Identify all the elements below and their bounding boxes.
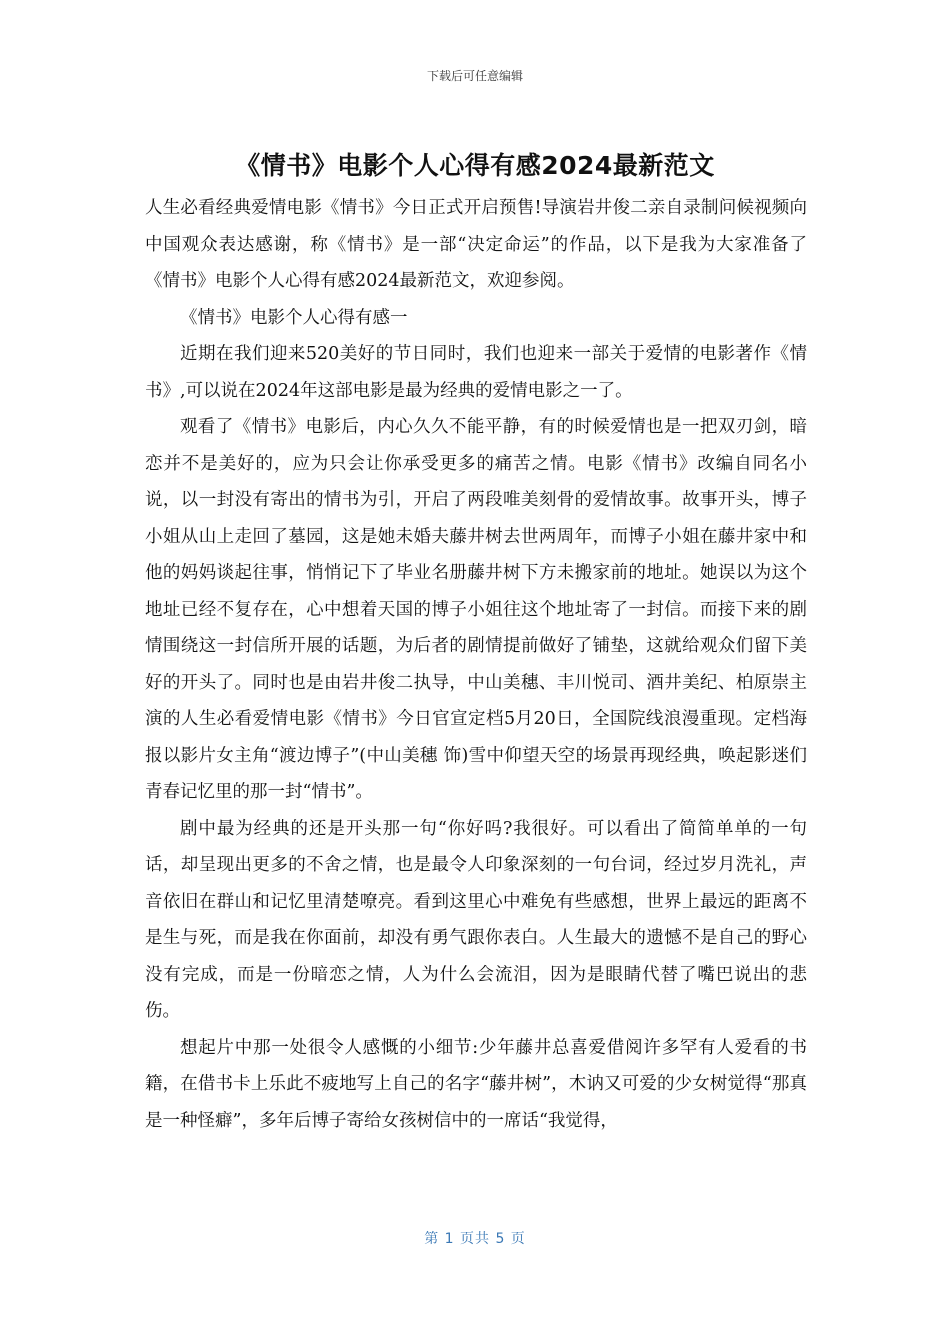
- body-paragraph: 剧中最为经典的还是开头那一句“你好吗?我很好。可以看出了简简单单的一句话，却呈现出更多的不舍之情，也是最令人印象深刻的一句台词，经过岁月洗礼，声音依旧在群山和记忆里清楚嘹亮。看到这里心中难免有些感想，世界上最远的距离不是生与死，而是我在你面前，却没有勇气跟你表白。人生最大的遗憾不是自己的野心没有完成，而是一份暗恋之情，人为什么会流泪，因为是眼睛代替了嘴巴说出的悲伤。: [145, 818, 807, 1021]
- document-body: [145, 190, 807, 1139]
- intro-paragraph: 人生必看经典爱情电影《情书》今日正式开启预售!导演岩井俊二亲自录制问候视频向中国观众表达感谢，称《情书》是一部“决定命运”的作品，以下是我为大家准备了《情书》电影个人心得有感2024最新范文，欢迎参阅。: [145, 198, 807, 291]
- section-heading: 《情书》电影个人心得有感一: [180, 307, 408, 328]
- page-number-footer: 第 1 页共 5 页: [424, 1231, 526, 1247]
- body-paragraph: 观看了《情书》电影后，内心久久不能平静，有的时候爱情也是一把双刃剑，暗恋并不是美好的，应为只会让你承受更多的痛苦之情。电影《情书》改编自同名小说，以一封没有寄出的情书为引，开启了两段唯美刻骨的爱情故事。故事开头，博子小姐从山上走回了墓园，这是她未婚夫藤井树去世两周年，而博子小姐在藤井家中和他的妈妈谈起往事，悄悄记下了毕业名册藤井树下方未搬家前的地址。她误以为这个地址已经不复存在，心中想着天国的博子小姐往这个地址寄了一封信。而接下来的剧情围绕这一封信所开展的话题，为后者的剧情提前做好了铺垫，这就给观众们留下美好的开头了。同时也是由岩井俊二执导，中山美穗、丰川悦司、酒井美纪、柏原崇主演的人生必看爱情电影《情书》今日官宣定档5月20日，全国院线浪漫重现。定档海报以影片女主角“渡边博子”(中山美穗 饰)雪中仰望天空的场景再现经典，唤起影迷们青春记忆里的那一封“情书”。: [145, 417, 807, 802]
- page-header: 下载后可任意编辑: [426, 69, 523, 83]
- body-paragraph: 近期在我们迎来520美好的节日同时，我们也迎来一部关于爱情的电影著作《情书》,可以说在2024年这部电影是最为经典的爱情电影之一了。: [145, 344, 807, 401]
- document-title: 《情书》电影个人心得有感2024最新范文: [235, 151, 715, 180]
- body-paragraph: 想起片中那一处很令人感慨的小细节:少年藤井总喜爱借阅许多罕有人爱看的书籍，在借书卡上乐此不疲地写上自己的名字“藤井树”，木讷又可爱的少女树觉得“那真是一种怪癖”，多年后博子寄给女孩树信中的一席话“我觉得，: [145, 1037, 807, 1131]
